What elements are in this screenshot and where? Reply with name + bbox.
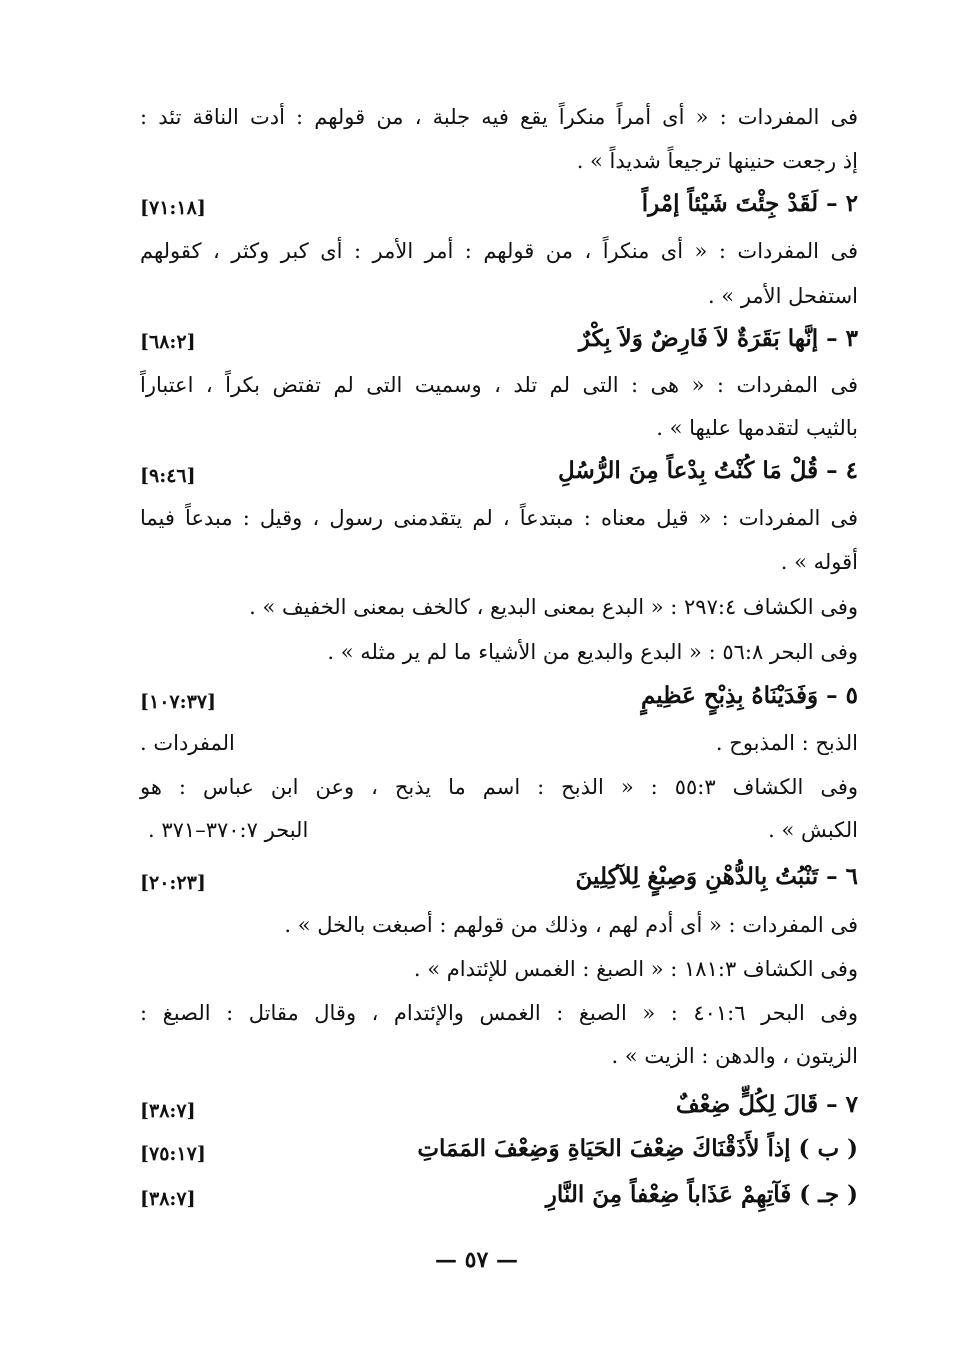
verse-line: ٣ – إنَّها بَقَرَةٌ لاَ فَارِضٌ وَلاَ بِكْرٌ: [578, 325, 858, 352]
verse-reference: [٦٨:٢]: [140, 331, 196, 353]
text-line: وفى الكشاف ٢٩٧:٤ : « البدع بمعنى البديع ، كالخف بمعنى الخفيف » .: [249, 595, 858, 619]
verse-line: ٥ – وَفَدَيْنَاهُ بِذِبْحٍ عَظِيمٍ: [640, 682, 858, 709]
text-line: استفحل الأمر » .: [707, 284, 858, 308]
text-line: الذبح : المذبوح .: [715, 731, 858, 755]
verse-reference: [٧٥:١٧]: [140, 1143, 206, 1165]
verse-reference: [٣٨:٧]: [140, 1100, 196, 1122]
text-line: وفى البحر ٤٠١:٦ : « الصبغ : الغمس والإئتدام ، وقال مقاتل : الصبغ :: [140, 1001, 859, 1025]
text-line: إذ رجعت حنينها ترجيعاً شديداً » .: [576, 149, 858, 173]
source-note: البحر ٣٧٠:٧–٣٧١ .: [148, 818, 309, 842]
verse-reference: [٩:٤٦]: [140, 465, 196, 487]
verse-reference: [٢٠:٢٣]: [140, 872, 206, 894]
page-number: — ٥٧ —: [435, 1247, 518, 1273]
verse-line: ( جـ ) فَآتِهِمْ عَذَاباً ضِعْفاً مِنَ النَّارِ: [545, 1181, 858, 1208]
verse-line: ( ب ) إذاً لأَذَقْنَاكَ ضِعْفَ الحَيَاةِ وَضِعْفَ المَمَاتِ: [417, 1135, 858, 1162]
text-line: الكبش » .: [768, 818, 858, 842]
text-line: فى المفردات : « أى منكراً ، من قولهم : أمر الأمر : أى كبر وكثر ، كقولهم: [140, 239, 858, 263]
text-line: فى المفردات : « أى أدم لهم ، وذلك من قولهم : أصبغت بالخل » .: [284, 913, 858, 937]
text-line: بالثيب لتقدمها عليها » .: [656, 416, 858, 440]
verse-reference: [١٠٧:٣٧]: [140, 691, 217, 713]
source-note: المفردات .: [140, 731, 235, 755]
text-line: فى المفردات : « أى أمراً منكراً يقع فيه جلبة ، من قولهم : أدت الناقة تئد :: [140, 105, 858, 129]
verse-line: ٤ – قُلْ مَا كُنْتُ بِدْعاً مِنَ الرُّسُلِ: [558, 457, 858, 484]
text-line: أقوله » .: [780, 550, 858, 574]
text-line: وفى الكشاف ١٨١:٣ : « الصبغ : الغمس للإئتدام » .: [413, 957, 858, 981]
verse-reference: [٧١:١٨]: [140, 197, 206, 219]
text-line: وفى الكشاف ٥٥:٣ : « الذبح : اسم ما يذبح ، وعن ابن عباس : هو: [140, 775, 858, 799]
text-line: فى المفردات : « قيل معناه : مبتدعاً ، لم يتقدمنى رسول ، وقيل : مبدعاً فيما: [140, 506, 858, 530]
verse-line: ٦ – تَنْبُتُ بِالدُّهْنِ وَصِبْغٍ لِلآكِلِينَ: [575, 863, 858, 890]
text-line: الزيتون ، والدهن : الزيت » .: [611, 1044, 858, 1068]
text-line: وفى البحر ٥٦:٨ : « البدع والبديع من الأشياء ما لم ير مثله » .: [327, 640, 858, 664]
verse-line: ٧ – قَالَ لِكُلٍّ ضِعْفٌ: [675, 1091, 858, 1118]
text-line: فى المفردات : « هى : التى لم تلد ، وسميت التى لم تفتض بكراً ، اعتباراً: [140, 373, 858, 397]
verse-line: ٢ – لَقَدْ جِئْتَ شَيْئاً إمْراً: [641, 190, 858, 217]
verse-reference: [٣٨:٧]: [140, 1188, 196, 1210]
